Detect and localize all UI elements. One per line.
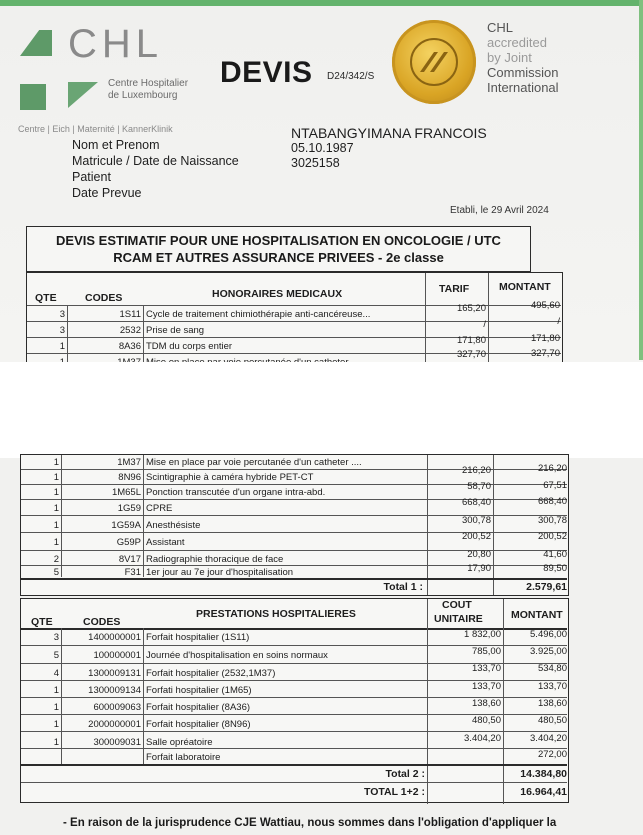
patient-label: Patient [72, 170, 111, 184]
row-divider [21, 782, 567, 783]
row-qte: 1 [59, 341, 65, 352]
row-montant: / [557, 316, 560, 327]
row-montant: 3.925,00 [530, 646, 567, 657]
sub-brands: Centre | Eich | Maternité | KannerKlinik [18, 124, 173, 134]
row-code: 1400000001 [88, 632, 141, 643]
row-tarif: 216,20 [461, 465, 491, 476]
row-cout: 480,50 [471, 715, 501, 726]
row-qte: 1 [53, 457, 59, 468]
chl-logo-text: CHL [68, 22, 164, 66]
col-divider [143, 455, 144, 577]
patient-number: 3025158 [291, 156, 340, 170]
row-cout: 138,60 [471, 698, 501, 709]
footer-note: - En raison de la jurisprudence CJE Wattiau, nous sommes dans l'obligation d'appliquer la [63, 817, 557, 829]
row-montant: 5.496,00 [530, 629, 567, 640]
row-tarif: 300,78 [461, 515, 491, 526]
row-cout: 133,70 [471, 663, 501, 674]
row-code: 1M65L [111, 487, 141, 498]
document-title: DEVIS [220, 56, 313, 89]
col-header-codes: CODES [83, 616, 121, 628]
row-montant: 327,70 [530, 348, 560, 359]
row-code: 1300009134 [88, 685, 141, 696]
row-code: 1G59A [111, 520, 141, 531]
row-divider [21, 731, 567, 732]
row-qte: 1 [53, 685, 59, 696]
row-montant: 495,60 [530, 300, 560, 311]
patient-name: NTABANGYIMANA FRANCOIS [291, 125, 487, 141]
patient-birth-date: 05.10.1987 [291, 141, 354, 155]
row-montant: 67,51 [543, 480, 567, 491]
row-qte: 5 [53, 650, 59, 661]
row-desc: Scintigraphie à caméra hybride PET-CT [146, 472, 314, 483]
col-header-montant: MONTANT [499, 281, 551, 293]
accreditation-line: International [487, 80, 559, 95]
col-divider [427, 599, 428, 804]
patient-label: Matricule / Date de Naissance [72, 154, 239, 168]
patient-labels [72, 137, 239, 201]
row-montant: 89,50 [543, 563, 567, 574]
row-desc: Salle opréatoire [146, 737, 213, 748]
chl-logo-shape [68, 82, 98, 108]
estimate-title [26, 226, 531, 272]
estimate-title-line: RCAM ET AUTRES ASSURANCE PRIVEES - 2e classe [113, 250, 444, 265]
row-tarif: 200,52 [461, 531, 491, 542]
honoraires-table-continued [20, 454, 569, 596]
row-qte: 1 [53, 487, 59, 498]
total12-label: TOTAL 1+2 : [364, 786, 425, 798]
row-montant: 534,80 [537, 663, 567, 674]
row-desc: CPRE [146, 503, 173, 514]
row-qte: 1 [53, 503, 59, 514]
row-tarif: 17,90 [467, 563, 491, 574]
col-header-honoraires: HONORAIRES MEDICAUX [212, 288, 343, 300]
chl-logo-shape [20, 84, 46, 110]
row-tarif: / [483, 319, 486, 330]
row-qte: 3 [53, 632, 59, 643]
patient-label: Date Prevue [72, 186, 142, 200]
row-qte: 4 [53, 668, 59, 679]
col-divider [61, 455, 62, 577]
row-cout: 3.404,20 [464, 733, 501, 744]
document-bottom-section [0, 458, 643, 835]
row-desc: Forfati hospitalier (1M65) [146, 685, 252, 696]
row-qte: 2 [53, 554, 59, 565]
jci-seal-icon [392, 20, 476, 104]
row-desc: Forfait laboratoire [146, 752, 221, 763]
row-desc: Cycle de traitement chimiothérapie anti-cancéreuse... [146, 309, 371, 320]
col-header-unitaire: UNITAIRE [434, 613, 483, 625]
document-top-section [0, 0, 643, 362]
row-divider [21, 748, 567, 749]
row-desc: Anesthésiste [146, 520, 201, 531]
col-divider [61, 628, 62, 764]
row-tarif: 165,20 [456, 303, 486, 314]
col-divider [425, 273, 426, 373]
row-montant: 480,50 [537, 715, 567, 726]
row-desc: Prise de sang [146, 325, 205, 336]
total12-value: 16.964,41 [520, 786, 567, 798]
estimate-title-line: DEVIS ESTIMATIF POUR UNE HOSPITALISATION EN ONCOLOGIE / UTC [56, 233, 501, 248]
col-divider [503, 599, 504, 804]
row-code: 300009031 [93, 737, 141, 748]
patient-label: Nom et Prenom [72, 138, 160, 152]
row-qte: 1 [53, 472, 59, 483]
row-montant: 3.404,20 [530, 733, 567, 744]
row-code: 1G59 [117, 503, 141, 514]
patient-values [291, 126, 487, 171]
row-montant: 138,60 [537, 698, 567, 709]
row-code: 2000000001 [88, 719, 141, 730]
place-date: Etabli, le 29 Avril 2024 [450, 205, 549, 216]
prestations-table [20, 598, 569, 803]
row-montant: 668,40 [537, 496, 567, 507]
row-divider [21, 578, 567, 580]
honoraires-table [26, 272, 563, 372]
document-reference: D24/342/S [327, 71, 375, 82]
row-desc: Radiographie thoracique de face [146, 554, 284, 565]
accreditation-line: accredited [487, 35, 547, 50]
row-qte: 1 [53, 537, 59, 548]
accreditation-line: CHL [487, 20, 514, 35]
row-montant: 216,20 [537, 463, 567, 474]
row-qte: 5 [53, 567, 59, 578]
row-montant: 272,00 [537, 749, 567, 760]
row-tarif: 327,70 [456, 349, 486, 360]
row-qte: 1 [53, 737, 59, 748]
col-header-tarif: TARIF [439, 283, 470, 295]
row-montant: 300,78 [537, 515, 567, 526]
seal-mark-icon [414, 48, 454, 76]
row-code: 8V17 [118, 554, 141, 565]
row-qte: 3 [59, 325, 65, 336]
row-montant: 133,70 [537, 681, 567, 692]
row-code: 600009063 [93, 702, 141, 713]
col-divider [143, 628, 144, 764]
total2-label: Total 2 : [385, 768, 425, 780]
row-qte: 1 [53, 719, 59, 730]
row-qte: 1 [53, 520, 59, 531]
accreditation-line: by Joint [487, 50, 532, 65]
row-qte: 3 [59, 309, 65, 320]
row-montant: 200,52 [537, 531, 567, 542]
col-divider [488, 273, 489, 373]
row-montant: 41,60 [543, 549, 567, 560]
row-code: G59P [116, 537, 141, 548]
row-desc: Assistant [146, 537, 185, 548]
row-code: 2532 [119, 325, 141, 336]
row-code: 100000001 [93, 650, 141, 661]
row-desc: Forfait hospitalier (8A36) [146, 702, 251, 713]
row-code: 8N96 [118, 472, 141, 483]
row-desc: 1er jour au 7e jour d'hospitalisation [146, 567, 294, 578]
accreditation-text [487, 20, 559, 95]
row-divider [21, 764, 567, 766]
row-desc: Ponction transcutée d'un organe intra-abd. [146, 487, 326, 498]
col-header-codes: CODES [85, 292, 123, 304]
chl-logo-shape [20, 30, 52, 56]
row-desc: Forfait hospitalier (1S11) [146, 632, 250, 643]
total1-label: Total 1 : [383, 581, 423, 593]
col-header-qte: QTE [31, 616, 53, 628]
hospital-name [108, 78, 188, 102]
col-header-qte: QTE [35, 292, 57, 304]
hospital-name-line: de Luxembourg [108, 90, 178, 101]
col-divider [427, 455, 428, 595]
col-header-prestations: PRESTATIONS HOSPITALIERES [196, 608, 356, 620]
col-header-cout: COUT [442, 599, 472, 611]
row-desc: Forfait hospitalier (8N96) [146, 719, 251, 730]
row-tarif: 20,80 [467, 549, 491, 560]
row-montant: 171,80 [530, 333, 560, 344]
row-code: 1300009131 [88, 668, 141, 679]
green-edge-decoration [0, 0, 643, 6]
accreditation-line: Commission [487, 65, 559, 80]
row-desc: Mise en place par voie percutanée d'un catheter .... [146, 457, 362, 468]
total2-value: 14.384,80 [520, 768, 567, 780]
row-cout: 133,70 [471, 681, 501, 692]
row-desc: Forfait hospitalier (2532,1M37) [146, 668, 276, 679]
row-qte: 1 [53, 702, 59, 713]
blank-gap [0, 362, 643, 458]
col-divider [493, 455, 494, 595]
row-desc: TDM du corps entier [146, 341, 233, 352]
hospital-name-line: Centre Hospitalier [108, 78, 189, 89]
total1-value: 2.579,61 [526, 581, 567, 593]
row-desc: Journée d'hospitalisation en soins normaux [146, 650, 328, 661]
row-tarif: 668,40 [461, 497, 491, 508]
row-code: 1S11 [119, 309, 141, 320]
row-tarif: 58,70 [467, 481, 491, 492]
row-code: F31 [124, 567, 141, 578]
green-edge-decoration [639, 0, 643, 360]
row-code: 1M37 [117, 457, 141, 468]
row-tarif: 171,80 [456, 335, 486, 346]
col-header-montant: MONTANT [511, 609, 563, 621]
row-cout: 785,00 [471, 646, 501, 657]
row-code: 8A36 [118, 341, 141, 352]
row-cout: 1 832,00 [464, 629, 501, 640]
